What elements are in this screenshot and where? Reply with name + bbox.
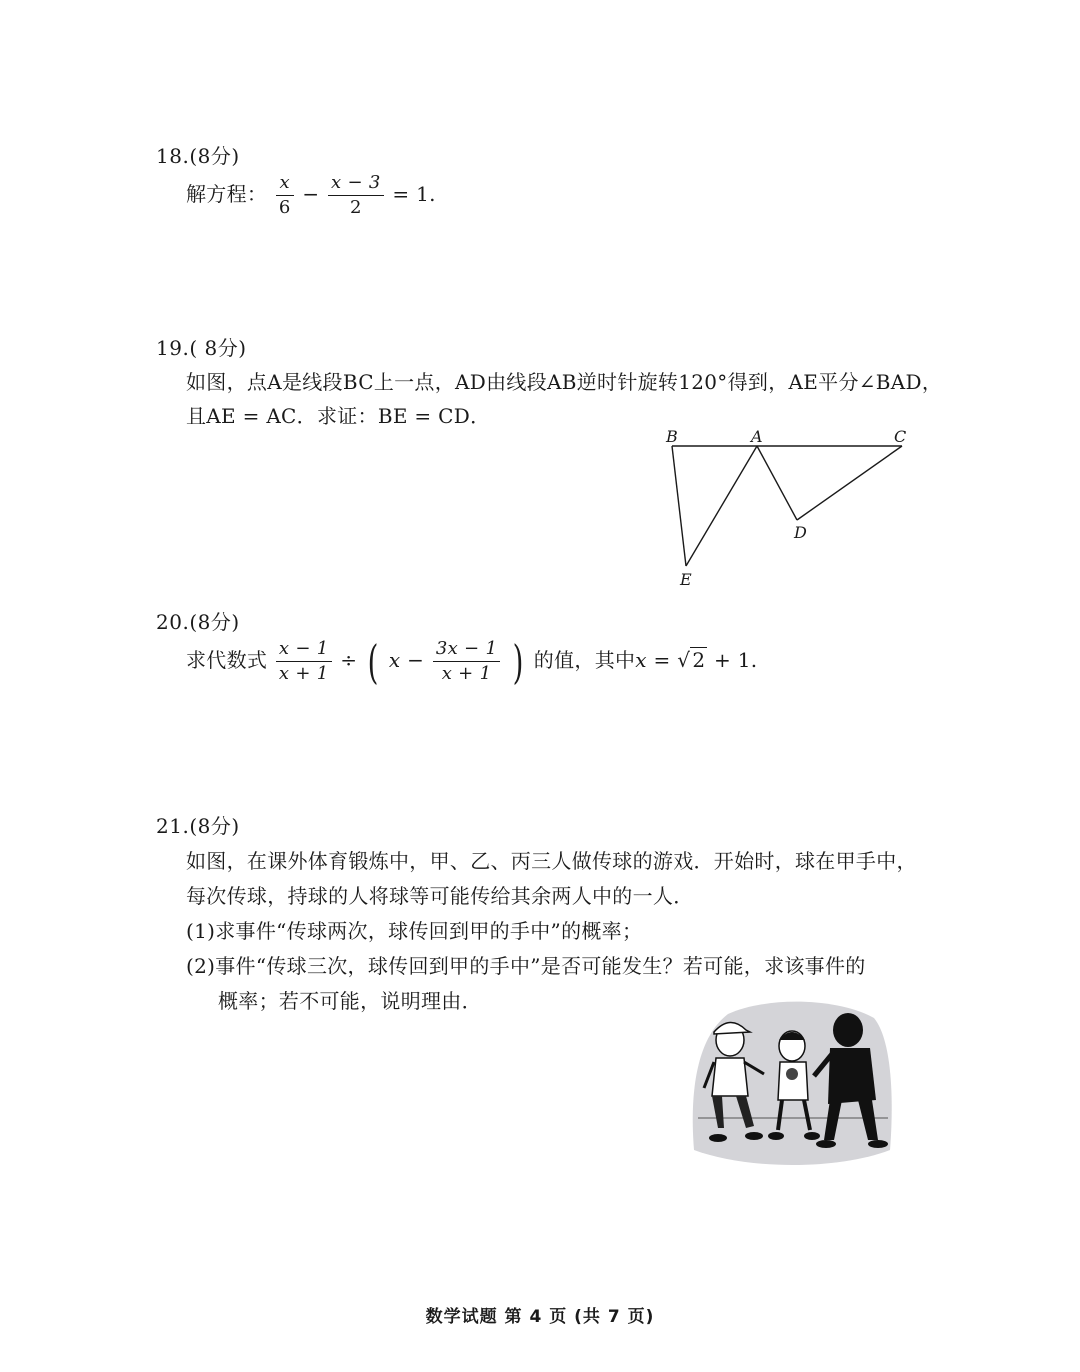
label-d: D [794,523,807,542]
q18-f1-denominator: 6 [278,197,291,218]
q18-number: 18. [156,144,190,168]
label-e: E [680,570,692,589]
q20-right-paren: ) [512,634,524,689]
q18-fraction-2 [328,172,384,219]
q20-expression [186,634,758,689]
q21-text-line-2: 每次传球，持球的人将球等可能传给其余两人中的一人． [186,884,694,908]
q19-geometry-figure [640,420,930,600]
q18-prompt: 解方程： [186,182,268,206]
q20-left-paren: ( [367,634,379,689]
q18-f2-numerator: x − 3 [328,172,384,196]
label-a: A [751,427,763,446]
page-footer: 数学试题 第 4 页 (共 7 页) [425,1307,655,1327]
q18-header [156,140,240,169]
q19-header [156,332,247,361]
label-c: C [894,427,907,446]
q20-prompt: 求代数式 [186,648,268,672]
segment-dc [797,446,902,520]
q20-divide: ÷ [340,648,358,672]
q19-text-line-1: 如图，点A是线段BC上一点，AD由线段AB逆时针旋转120°得到，AE平分∠BAD， [186,370,943,394]
q20-sqrt-arg: 2 [692,648,706,672]
segment-ea [686,446,757,566]
q20-header [156,606,240,635]
q21-number: 21. [156,814,190,838]
q18-minus: − [302,182,320,206]
q20-tail-eq: = [646,648,678,672]
q18-equation [186,172,436,219]
q20-f1-numerator: x − 1 [276,638,332,662]
q20-tail-a: 的值，其中 [533,648,636,672]
q18-fraction-1 [276,172,294,219]
q18-score: (8分) [189,144,240,168]
q21-text-line-1: 如图，在课外体育锻炼中，甲、乙、丙三人做传球的游戏．开始时，球在甲手中， [186,849,917,873]
q20-number: 20. [156,610,190,634]
q18-f2-denominator: 2 [349,197,362,218]
q20-inner-x: x − [388,648,425,672]
segment-be [672,446,686,566]
q20-fraction-2 [433,638,500,685]
label-b: B [666,427,678,446]
q19-number: 19. [156,336,190,360]
q20-score: (8分) [189,610,240,634]
q20-f2-numerator: 3x − 1 [433,638,500,662]
q21-score: (8分) [189,814,240,838]
q20-tail-b: + 1. [707,648,758,672]
q21-header [156,810,240,839]
q21-item-2-line-1: (2)事件“传球三次，球传回到甲的手中”是否可能发生？若可能，求该事件的 [186,954,866,978]
q19-score: ( 8分) [189,336,247,360]
q21-item-2-line-2: 概率；若不可能，说明理由． [218,989,482,1013]
q20-f2-denominator: x + 1 [441,663,492,684]
q19-text-line-2: 且AE = AC．求证：BE = CD． [186,404,491,428]
segment-ad [757,446,797,520]
q18-tail: = 1. [392,182,436,206]
q20-sqrt-sign: √ [677,648,691,672]
q20-f1-denominator: x + 1 [278,663,329,684]
q21-illustration [688,1000,894,1166]
q20-tail-x: x [635,648,647,672]
q21-item-1: (1)求事件“传球两次，球传回到甲的手中”的概率； [186,919,643,943]
q18-f1-numerator: x [276,172,294,196]
q20-fraction-1 [276,638,332,685]
